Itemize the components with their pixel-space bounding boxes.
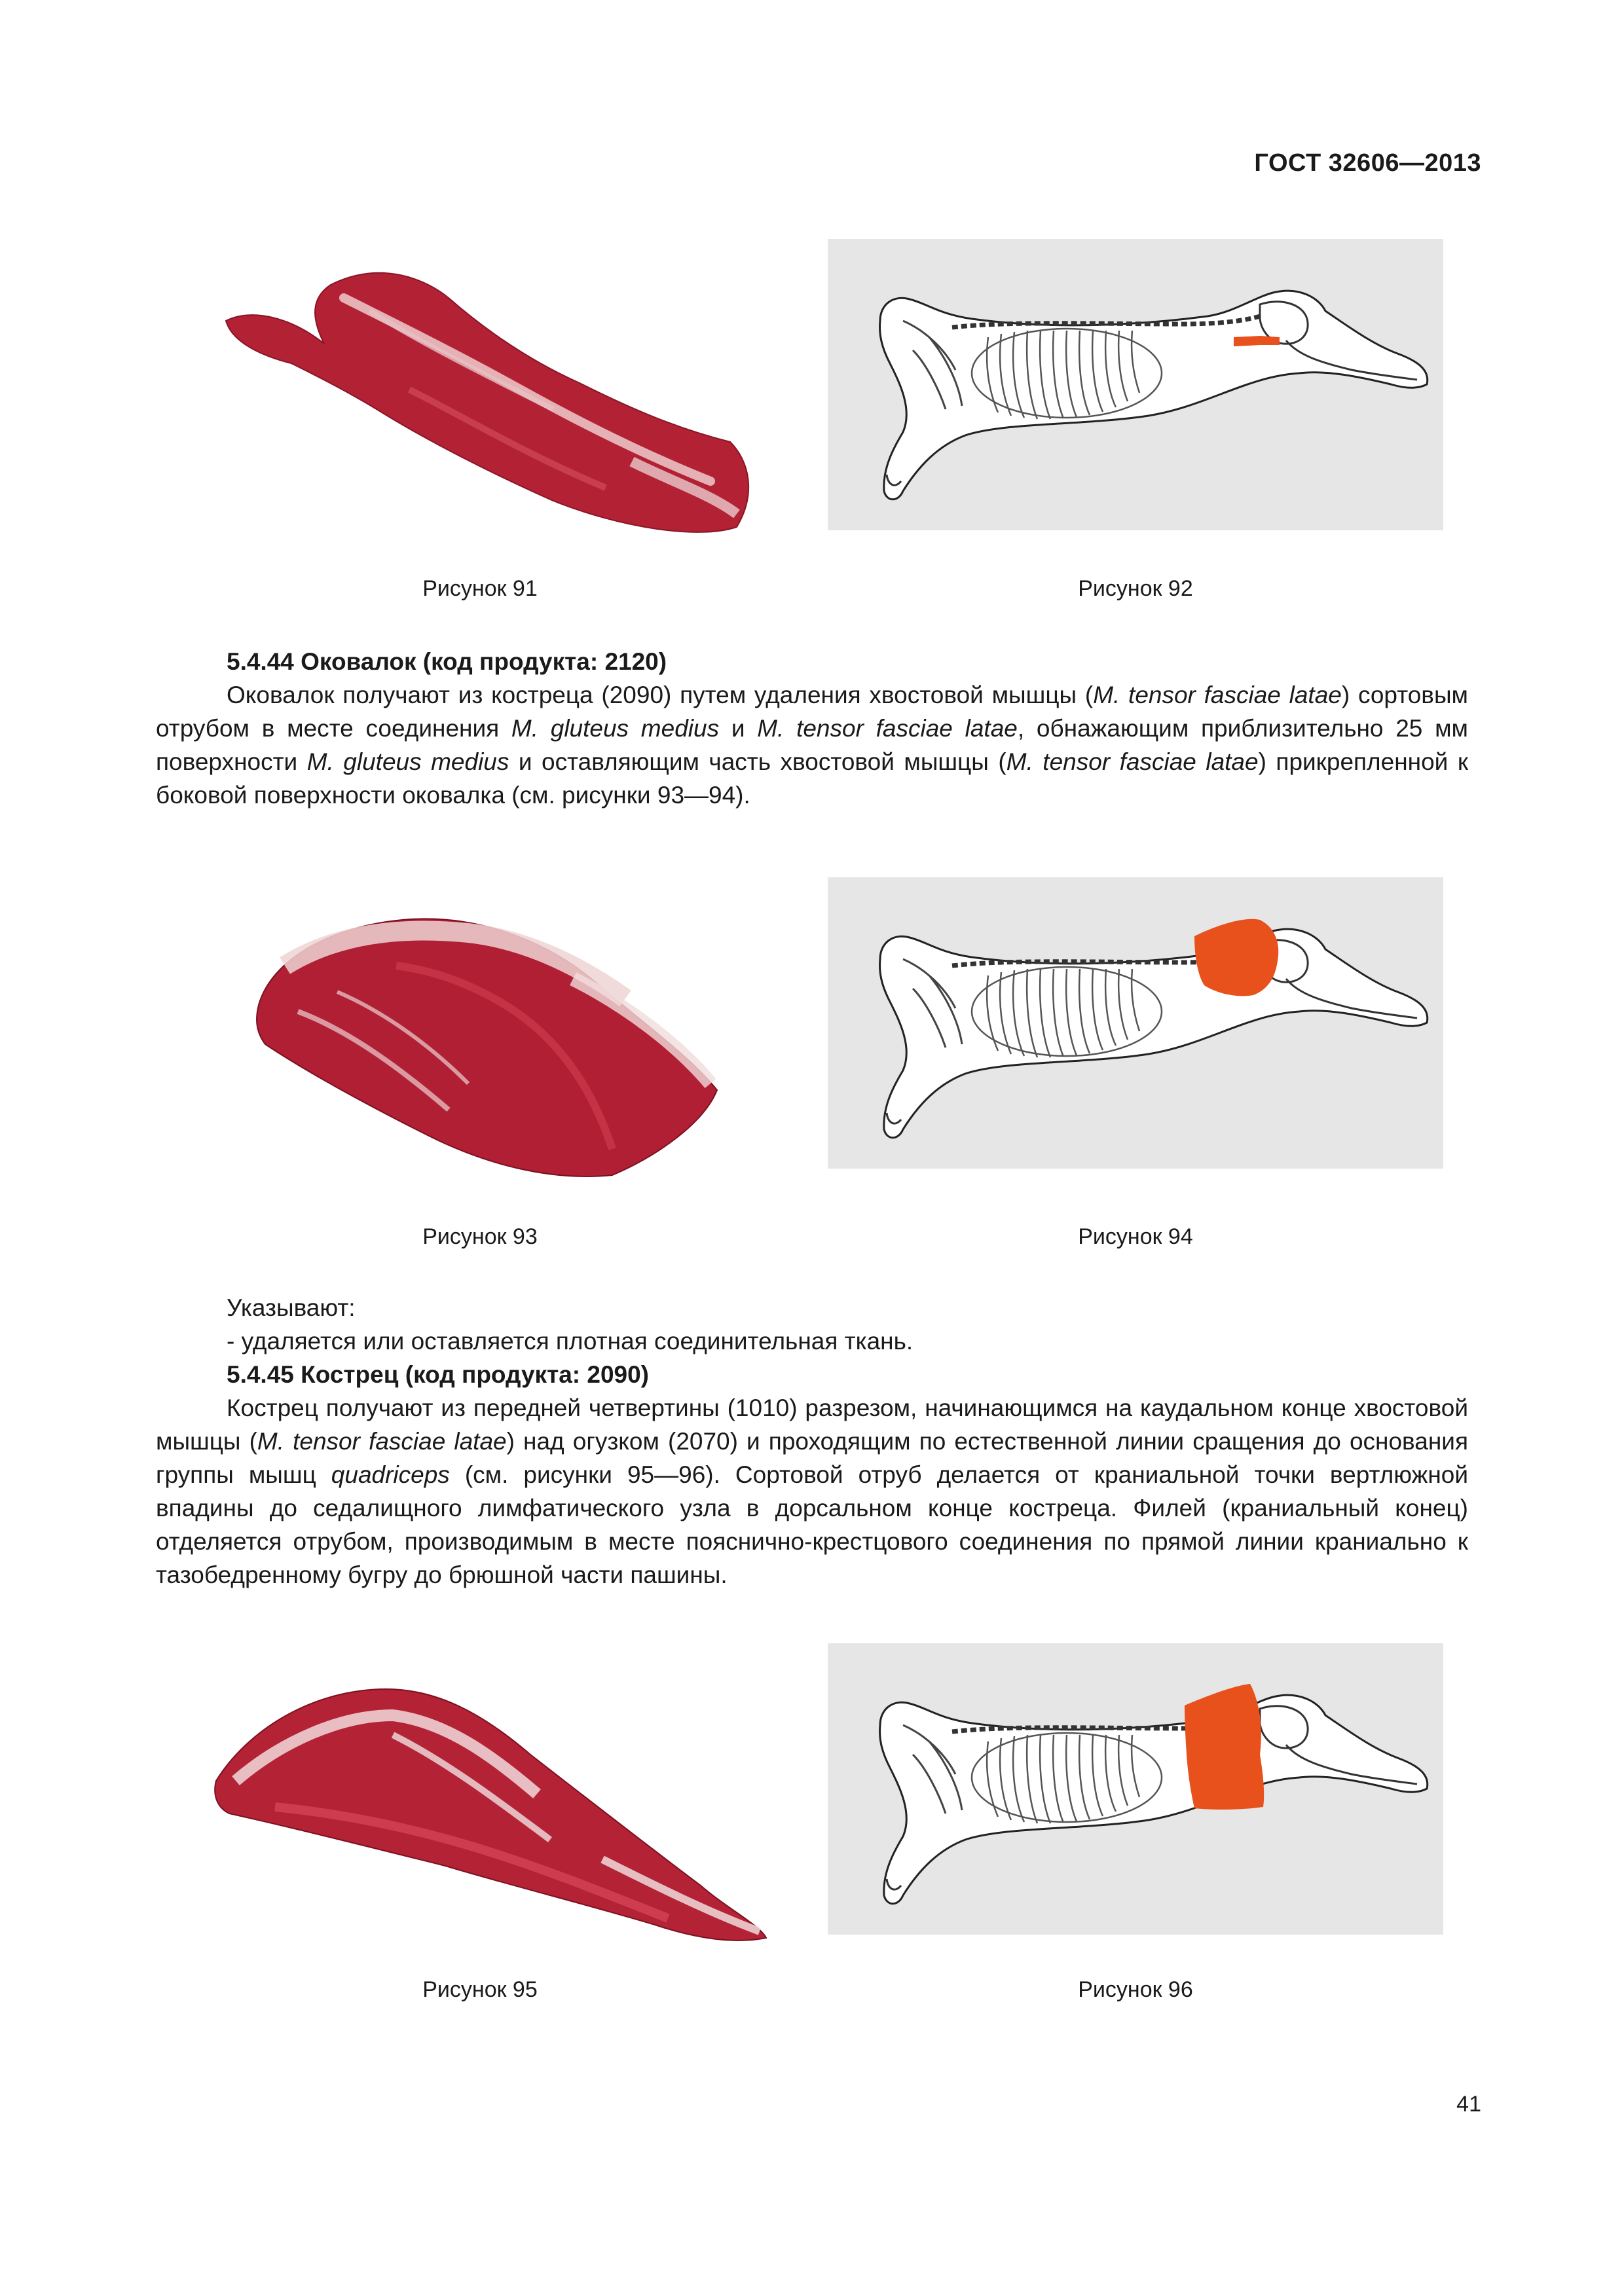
- highlight-region: [1194, 919, 1278, 996]
- highlight-region: [1234, 336, 1280, 346]
- figure-92-diagram: [828, 239, 1443, 530]
- figure-93-image: [232, 874, 743, 1188]
- document-id: ГОСТ 32606—2013: [1254, 149, 1481, 177]
- paragraph: Оковалок получают из костреца (2090) путем удаления хвостовой мышцы (M. tensor fasciae latae) сортовым отрубом в месте соединения M. gluteus medius и M. tensor fasciae latae, обнажающим приблизительно 25 мм поверхности M. gluteus medius и оставляющим часть хвостовой мышцы (M. tensor fasciae latae) прикрепленной к боковой поверхности оковалка (см. рисунки 93—94).: [156, 682, 1469, 809]
- section-heading: 5.4.44 Оковалок (код продукта: 2120): [227, 648, 667, 675]
- figure-91-image: [213, 246, 776, 550]
- notes-item: - удаляется или оставляется плотная соединительная ткань.: [227, 1328, 913, 1355]
- figure-95-image: [196, 1650, 773, 1951]
- figure-92-caption: Рисунок 92: [1078, 576, 1193, 601]
- section-heading: 5.4.45 Кострец (код продукта: 2090): [227, 1361, 650, 1388]
- highlight-region: [1185, 1684, 1264, 1810]
- section-5-4-45: [156, 1291, 1468, 1592]
- figure-96-caption: Рисунок 96: [1078, 1977, 1193, 2002]
- figure-93-caption: Рисунок 93: [422, 1224, 538, 1249]
- figure-94-diagram: [828, 877, 1443, 1169]
- page-number: 41: [1456, 2092, 1481, 2117]
- figure-95-caption: Рисунок 95: [422, 1977, 538, 2002]
- figure-94-caption: Рисунок 94: [1078, 1224, 1193, 1249]
- section-5-4-44: [156, 645, 1468, 812]
- paragraph: Кострец получают из передней четвертины (1010) разрезом, начинающимся на каудальном конце хвостовой мышцы (M. tensor fasciae latae) над огузком (2070) и проходящим по естественной линии сращения до основания группы мышц quadriceps (см. рисунки 95—96). Сортовой отруб делается от краниальной точки вертлюжной впадины до седалищного лимфатического узла в дорсальном конце костреца. Филей (краниальный конец) отделяется отрубом, производимым в месте пояснично-крестцового соединения по прямой линии краниально к тазобедренному бугру до брюшной части пашины.: [156, 1394, 1469, 1588]
- notes-label: Указывают:: [227, 1294, 356, 1321]
- figure-96-diagram: [828, 1643, 1443, 1935]
- figure-91-caption: Рисунок 91: [422, 576, 538, 601]
